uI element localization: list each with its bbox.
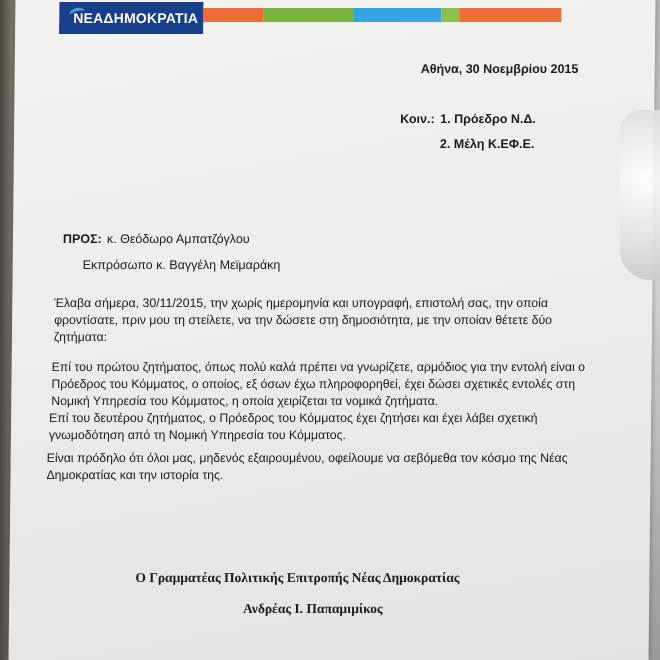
signature-name: Ανδρέας Ι. Παπαμιμίκος	[243, 601, 383, 616]
cc-label: Κοιν.:	[400, 112, 435, 126]
header-stripe-orange	[203, 8, 263, 22]
header-stripe-green-small	[441, 8, 459, 22]
cc-line-2: 2. Μέλη Κ.ΕΦ.Ε.	[439, 137, 535, 151]
body-paragraph-2-line-3: Νομική Υπηρεσία του Κόμματος, η οποία χειρίζεται τα νομικά ζητήματα.	[51, 394, 439, 408]
cc-line-1: 1. Πρόεδρο Ν.Δ.	[440, 112, 536, 126]
body-paragraph-2-line-2: Πρόεδρος του Κόμματος, ο οποίος, εξ όσων έχω πληροφορηθεί, έχει δώσει σχετικές εντολές στη	[51, 377, 576, 391]
signature-title: Ο Γραμματέας Πολιτικής Επιτροπής Νέας Δημοκρατίας	[135, 570, 460, 585]
body-paragraph-4-line-2: Δημοκρατίας και την ιστορία της.	[46, 468, 224, 482]
body-paragraph-3-line-1: Επί του δευτέρου ζητήματος, ο Πρόεδρος του Κόμματος έχει ζητήσει και έχει λάβει σχετική	[49, 411, 538, 425]
header-stripe-blue	[353, 8, 441, 22]
body-paragraph-1-line-1: Έλαβα σήμερα, 30/11/2015, την χωρίς ημερομηνία και υπογραφή, επιστολή σας, την οποία	[54, 296, 549, 310]
date-line: Αθήνα, 30 Νοεμβρίου 2015	[420, 62, 579, 76]
party-logo	[59, 2, 203, 34]
plastic-wrap-background	[620, 110, 660, 280]
recipient-label: ΠΡΟΣ:	[62, 232, 102, 246]
recipient-role: Εκπρόσωπο κ. Βαγγέλη Μεϊμαράκη	[82, 258, 281, 272]
letter-page	[9, 0, 656, 660]
body-paragraph-4-line-1: Είναι πρόδηλο ότι όλοι μας, μηδενός εξαιρουμένου, οφείλουμε να σεβόμεθα τον κόσμο της Νέας	[46, 451, 568, 465]
recipient-name: κ. Θεόδωρο Αμπατζόγλου	[106, 232, 250, 246]
logo-text: ΝΕΑΔΗΜΟΚΡΑΤΙΑ	[73, 10, 199, 26]
body-paragraph-2-line-1: Επί του πρώτου ζητήματος, όπως πολύ καλά πρέπει να γνωρίζετε, αρμόδιος για την εντολή είναι ο	[51, 360, 586, 374]
body-paragraph-3-line-2: γνωμοδότηση από τη Νομική Υπηρεσία του Κόμματος.	[48, 428, 347, 442]
body-paragraph-1-line-3: ζητήματα:	[53, 330, 108, 344]
header-stripe-orange-end	[459, 8, 561, 22]
header-stripe-green	[263, 8, 353, 22]
body-paragraph-1-line-2: φροντίσατε, πριν μου τη στείλετε, να την δώσετε στη δημοσιότητα, με την οποίαν θέτετε δύο	[54, 313, 553, 327]
